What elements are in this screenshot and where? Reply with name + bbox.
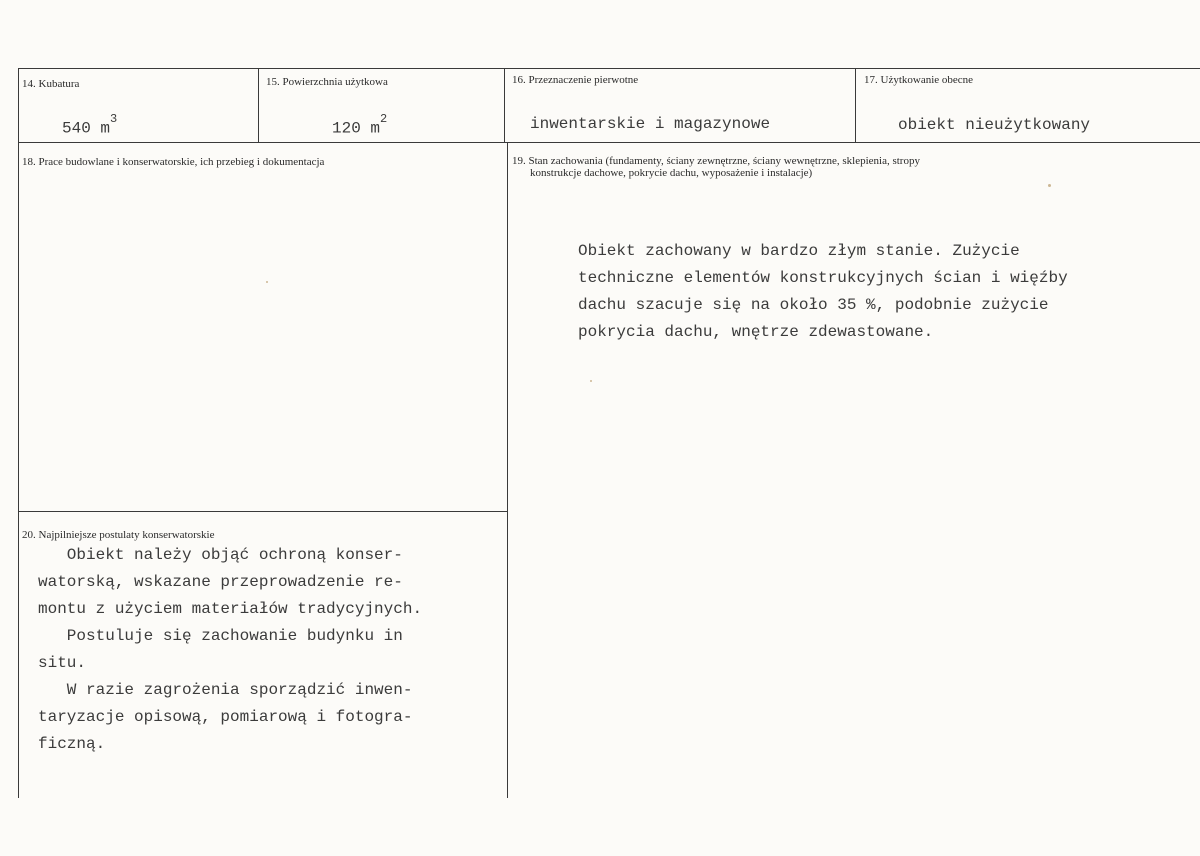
main-vertical-divider <box>507 142 508 798</box>
divider-16-17 <box>855 68 856 143</box>
field-15-value: 120 $m^2$ <box>332 112 388 138</box>
field-14-value: 540 $m^3$ <box>62 112 118 138</box>
section-18-20-rule <box>18 511 508 512</box>
divider-14-15 <box>258 68 259 143</box>
paper-speck <box>266 281 268 283</box>
field-20-text: Obiekt należy objąć ochroną konser- watorską, wskazane przeprowadzenie re- montu z użyciem materiałów tradycyjnych. Postuluje się zachowanie budynku in situ. W razie zagrożenia sporządzić inwen- taryzacje opisową, pomiarową i fotogra- ficzną. <box>38 546 423 753</box>
top-rule <box>18 68 1200 69</box>
field-19-label-line2: konstrukcje dachowe, pokrycie dachu, wyposażenie i instalacje) <box>530 167 813 179</box>
field-17-label: 17. Użytkowanie obecne <box>864 74 974 86</box>
field-16-label: 16. Przeznaczenie pierwotne <box>512 74 639 86</box>
field-15-label: 15. Powierzchnia użytkowa <box>266 76 388 88</box>
divider-15-16 <box>504 68 505 143</box>
field-17-value: obiekt nieużytkowany <box>898 116 1091 134</box>
paper-speck <box>1048 184 1051 187</box>
paper-speck <box>590 380 592 382</box>
field-15-unit-superscript: 2 <box>380 112 388 126</box>
field-20-label: 20. Najpilniejsze postulaty konserwatorskie <box>22 529 215 541</box>
field-19-text: Obiekt zachowany w bardzo złym stanie. Zużycie techniczne elementów konstrukcyjnych ścian i więźby dachu szacuje się na około 35 %, podobnie zużycie pokrycia dachu, wnętrze zdewastowane. <box>578 242 1068 341</box>
header-bottom-rule <box>18 142 1200 143</box>
field-14-label: 14. Kubatura <box>22 78 80 90</box>
field-18-label: 18. Prace budowlane i konserwatorskie, ich przebieg i dokumentacja <box>22 156 325 168</box>
field-16-value: inwentarskie i magazynowe <box>530 115 771 133</box>
left-rule <box>18 68 19 798</box>
field-14-unit-superscript: 3 <box>110 112 118 126</box>
field-19-label-line1: 19. Stan zachowania (fundamenty, ściany zewnętrzne, ściany wewnętrzne, sklepienia, stropy <box>512 155 920 167</box>
